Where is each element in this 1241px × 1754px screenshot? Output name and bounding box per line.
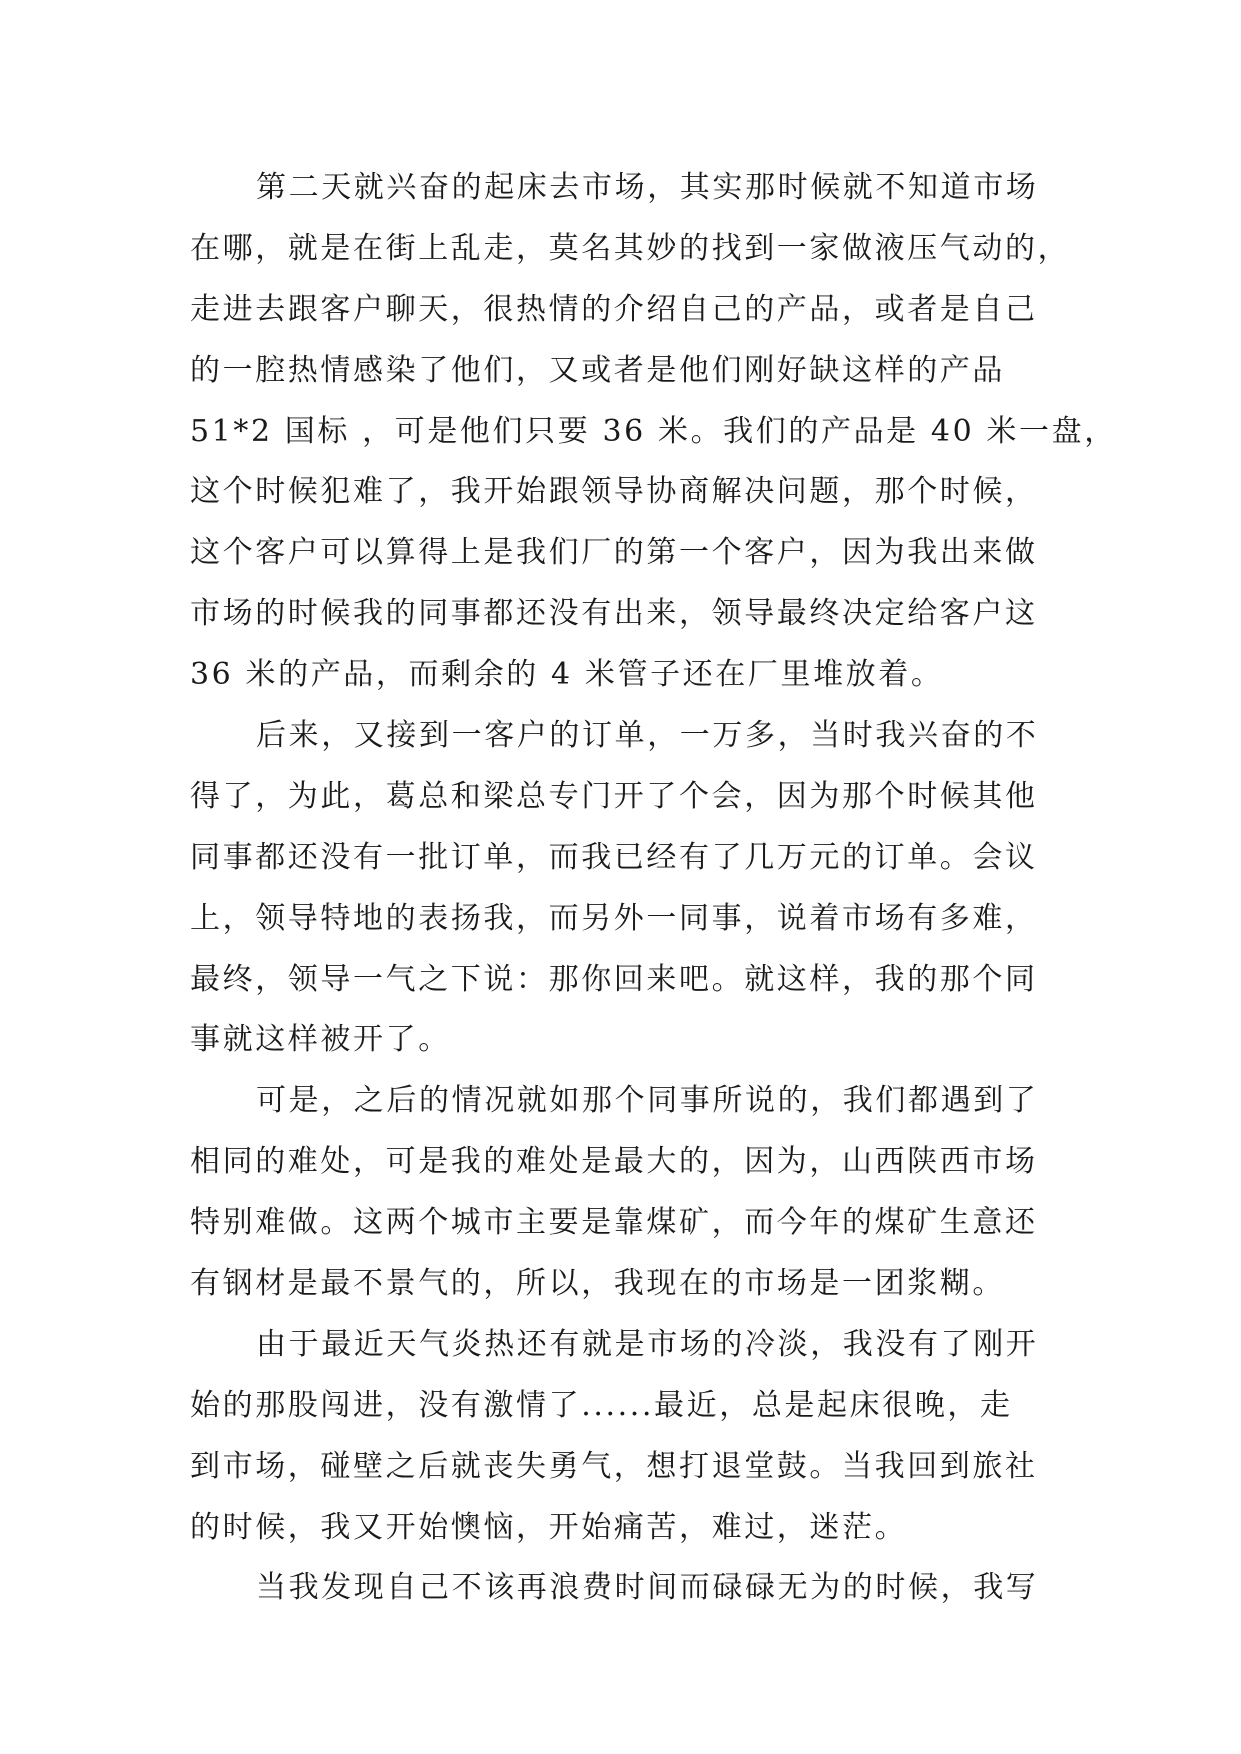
text-line: 走进去跟客户聊天，很热情的介绍自己的产品，或者是自己 [190,291,1038,327]
paragraph-2 [190,706,1050,1071]
text-line: 有钢材是最不景气的，所以，我现在的市场是一团浆糊。 [190,1266,1005,1302]
text-line: 到市场，碰壁之后就丧失勇气，想打退堂鼓。当我回到旅社 [190,1448,1038,1484]
text-line: 51*2 国标 ，可是他们只要 36 米。我们的产品是 40 米一盘， [190,413,1117,449]
text-line: 36 米的产品，而剩余的 4 米管子还在厂里堆放着。 [190,657,944,693]
text-line: 第二天就兴奋的起床去市场，其实那时候就不知道市场 [256,170,1039,205]
paragraph-3 [190,1071,1050,1315]
text-line: 同事都还没有一批订单，而我已经有了几万元的订单。会议 [190,839,1038,875]
text-line: 这个时候犯难了，我开始跟领导协商解决问题，那个时候， [190,474,1038,510]
paragraph-5 [190,1558,1050,1619]
text-line: 始的那股闯进，没有激情了......最近，总是起床很晚，走 [190,1387,1013,1423]
text-line: 特别难做。这两个城市主要是靠煤矿，而今年的煤矿生意还 [190,1205,1038,1241]
paragraph-4 [190,1315,1050,1559]
text-line: 上，领导特地的表扬我，而另外一同事，说着市场有多难， [190,900,1038,936]
text-line: 的一腔热情感染了他们，又或者是他们刚好缺这样的产品 [190,352,1005,388]
text-line: 的时候，我又开始懊恼，开始痛苦，难过，迷茫。 [190,1509,908,1545]
text-line: 相同的难处，可是我的难处是最大的，因为，山西陕西市场 [190,1144,1038,1180]
paragraph-1 [190,158,1117,706]
text-line: 在哪，就是在街上乱走，莫名其妙的找到一家做液压气动的， [190,230,1071,266]
text-line: 这个客户可以算得上是我们厂的第一个客户，因为我出来做 [190,535,1038,571]
text-line: 由于最近天气炎热还有就是市场的冷淡，我没有了刚开 [256,1326,1039,1362]
text-line: 事就这样被开了。 [190,1022,451,1058]
text-line: 后来，又接到一客户的订单，一万多，当时我兴奋的不 [256,718,1039,754]
text-line: 最终，领导一气之下说：那你回来吧。就这样，我的那个同 [190,961,1038,997]
text-line: 市场的时候我的同事都还没有出来，领导最终决定给客户这 [190,596,1038,632]
text-line: 可是，之后的情况就如那个同事所说的，我们都遇到了 [256,1083,1039,1119]
text-line: 当我发现自己不该再浪费时间而碌碌无为的时候，我写 [256,1570,1039,1606]
text-line: 得了，为此，葛总和梁总专门开了个会，因为那个时候其他 [190,778,1038,814]
document-body [190,158,1117,1619]
